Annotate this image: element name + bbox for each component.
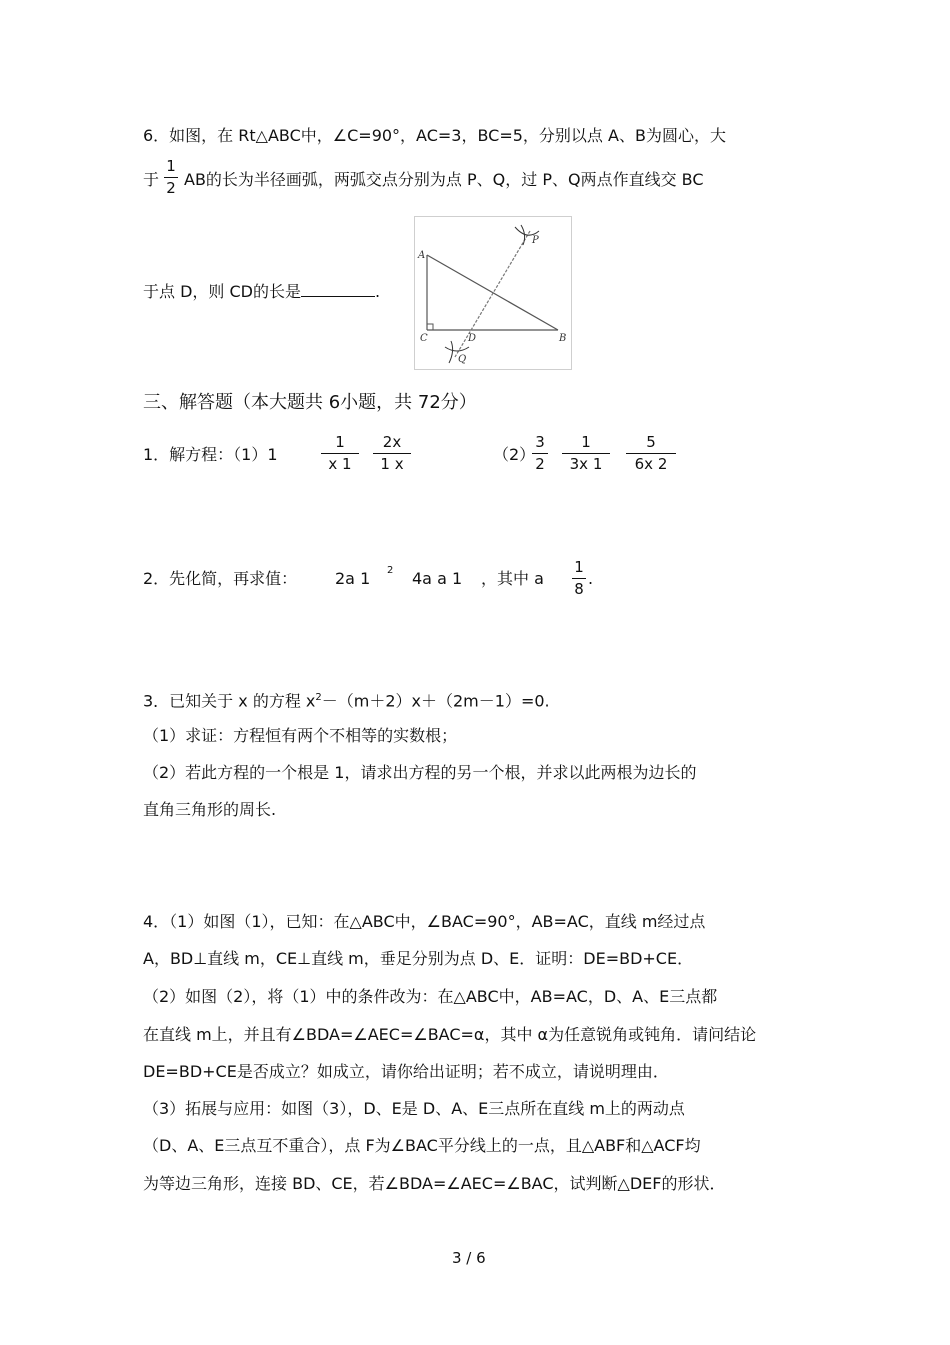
fraction-bar (572, 578, 586, 579)
arc-q-1 (445, 347, 469, 351)
fraction-numerator: 1 (166, 157, 176, 175)
fraction-denominator: x 1 (328, 455, 352, 473)
right-angle-mark (427, 324, 433, 330)
q1-fraction-1 (321, 434, 359, 473)
q6-line2-prefix: 于 (143, 170, 160, 189)
q2-expr-a: 2a 1 (335, 569, 371, 588)
fraction-denominator: 1 x (380, 455, 404, 473)
q3-line1 (143, 688, 550, 711)
fraction-numerator: 1 (581, 433, 591, 451)
q4-line2: A，BD⊥直线 m，CE⊥直线 m，垂足分别为点 D、E．证明：DE=BD+CE． (143, 949, 694, 968)
q4-line3: （2）如图（2），将（1）中的条件改为：在△ABC中，AB=AC，D、A、E三点都 (143, 987, 718, 1006)
fraction-numerator: 1 (335, 433, 345, 451)
q1-fraction-2 (373, 434, 411, 473)
q2-where: ，其中 a (481, 569, 544, 588)
q3-exponent: 2 (315, 692, 322, 703)
q6-line3 (143, 282, 380, 302)
q4-line5: DE=BD+CE是否成立？如成立，请你给出证明；若不成立，请说明理由． (143, 1062, 669, 1081)
triangle-construction-figure (414, 216, 572, 370)
arc-p-1 (515, 227, 539, 235)
fraction-bar (373, 453, 411, 454)
fraction-bar (321, 453, 359, 454)
q1-label: 1．解方程：（1）1 (143, 445, 278, 464)
q4-line8: 为等边三角形，连接 BD、CE，若∠BDA=∠AEC=∠BAC，试判断△DEF的形状． (143, 1174, 726, 1193)
q2-expr-b: 4a a 1 (412, 569, 463, 588)
fraction-bar (562, 453, 610, 454)
q1-part2-label: （2） (493, 445, 536, 464)
fraction-denominator: 2 (535, 455, 545, 473)
page-number: 3 / 6 (452, 1249, 486, 1267)
q4-line4: 在直线 m上，并且有∠BDA=∠AEC=∠BAC=α，其中 α为任意锐角或钝角．请问结论 (143, 1025, 757, 1044)
q2-value-fraction (572, 559, 586, 598)
q6-line1: 6．如图，在 Rt△ABC中，∠C=90°，AC=3，BC=5，分别以点 A、B为圆心，大 (143, 126, 726, 145)
q2-label: 2．先化简，再求值： (143, 569, 298, 588)
fraction-denominator: 3x 1 (569, 455, 603, 473)
answer-blank (301, 282, 375, 297)
label-d: D (468, 333, 477, 344)
fraction-bar (164, 177, 178, 178)
q1-fraction-5 (626, 434, 676, 473)
fraction-numerator: 1 (574, 558, 584, 576)
q4-line6: （3）拓展与应用：如图（3），D、E是 D、A、E三点所在直线 m上的两动点 (143, 1099, 685, 1118)
label-q: Q (458, 354, 467, 365)
q3-part2-cont: 直角三角形的周长. (143, 800, 277, 819)
q3-part1: （1）求证：方程恒有两个不相等的实数根； (143, 726, 458, 745)
section-title: 三、解答题（本大题共 6小题，共 72分） (143, 392, 477, 413)
fraction-numerator: 2x (382, 433, 402, 451)
q2-exponent: 2 (387, 565, 394, 576)
side-ab (427, 255, 558, 330)
q3-part2: （2）若此方程的一个根是 1，请求出方程的另一个根，并求以此两根为边长的 (143, 763, 697, 782)
q6-line3-end: . (375, 282, 381, 301)
fraction-numerator: 5 (646, 433, 656, 451)
q6-line2-rest: AB的长为半径画弧，两弧交点分别为点 P、Q，过 P、Q两点作直线交 BC (184, 170, 704, 189)
q1-fraction-4 (562, 434, 610, 473)
label-b: B (559, 333, 567, 344)
fraction-bar (626, 453, 676, 454)
perpendicular-bisector-pq (455, 231, 530, 357)
q1-fraction-3 (532, 434, 548, 473)
label-a: A (418, 250, 426, 261)
fraction-numerator: 3 (535, 433, 545, 451)
label-c: C (420, 333, 428, 344)
arc-p-2 (521, 225, 525, 245)
label-p: P (532, 235, 539, 246)
fraction-bar (532, 453, 548, 454)
q4-line7: （D、A、E三点互不重合），点 F为∠BAC平分线上的一点，且△ABF和△ACF均 (143, 1136, 701, 1155)
fraction-denominator: 6x 2 (634, 455, 668, 473)
q3-line1-a: 3．已知关于 x 的方程 x (143, 691, 316, 711)
q6-line3-text: 于点 D，则 CD的长是 (143, 282, 301, 301)
arc-q-2 (449, 341, 453, 363)
fraction-denominator: 2 (166, 179, 176, 197)
q3-line1-b: －（m＋2）x＋（2m－1）=0. (321, 691, 550, 711)
fraction-denominator: 8 (574, 580, 584, 598)
q4-line1: 4．（1）如图（1），已知：在△ABC中，∠BAC=90°，AB=AC，直线 m经过点 (143, 912, 706, 931)
q6-half-fraction (164, 158, 178, 197)
q2-end: . (588, 569, 594, 588)
